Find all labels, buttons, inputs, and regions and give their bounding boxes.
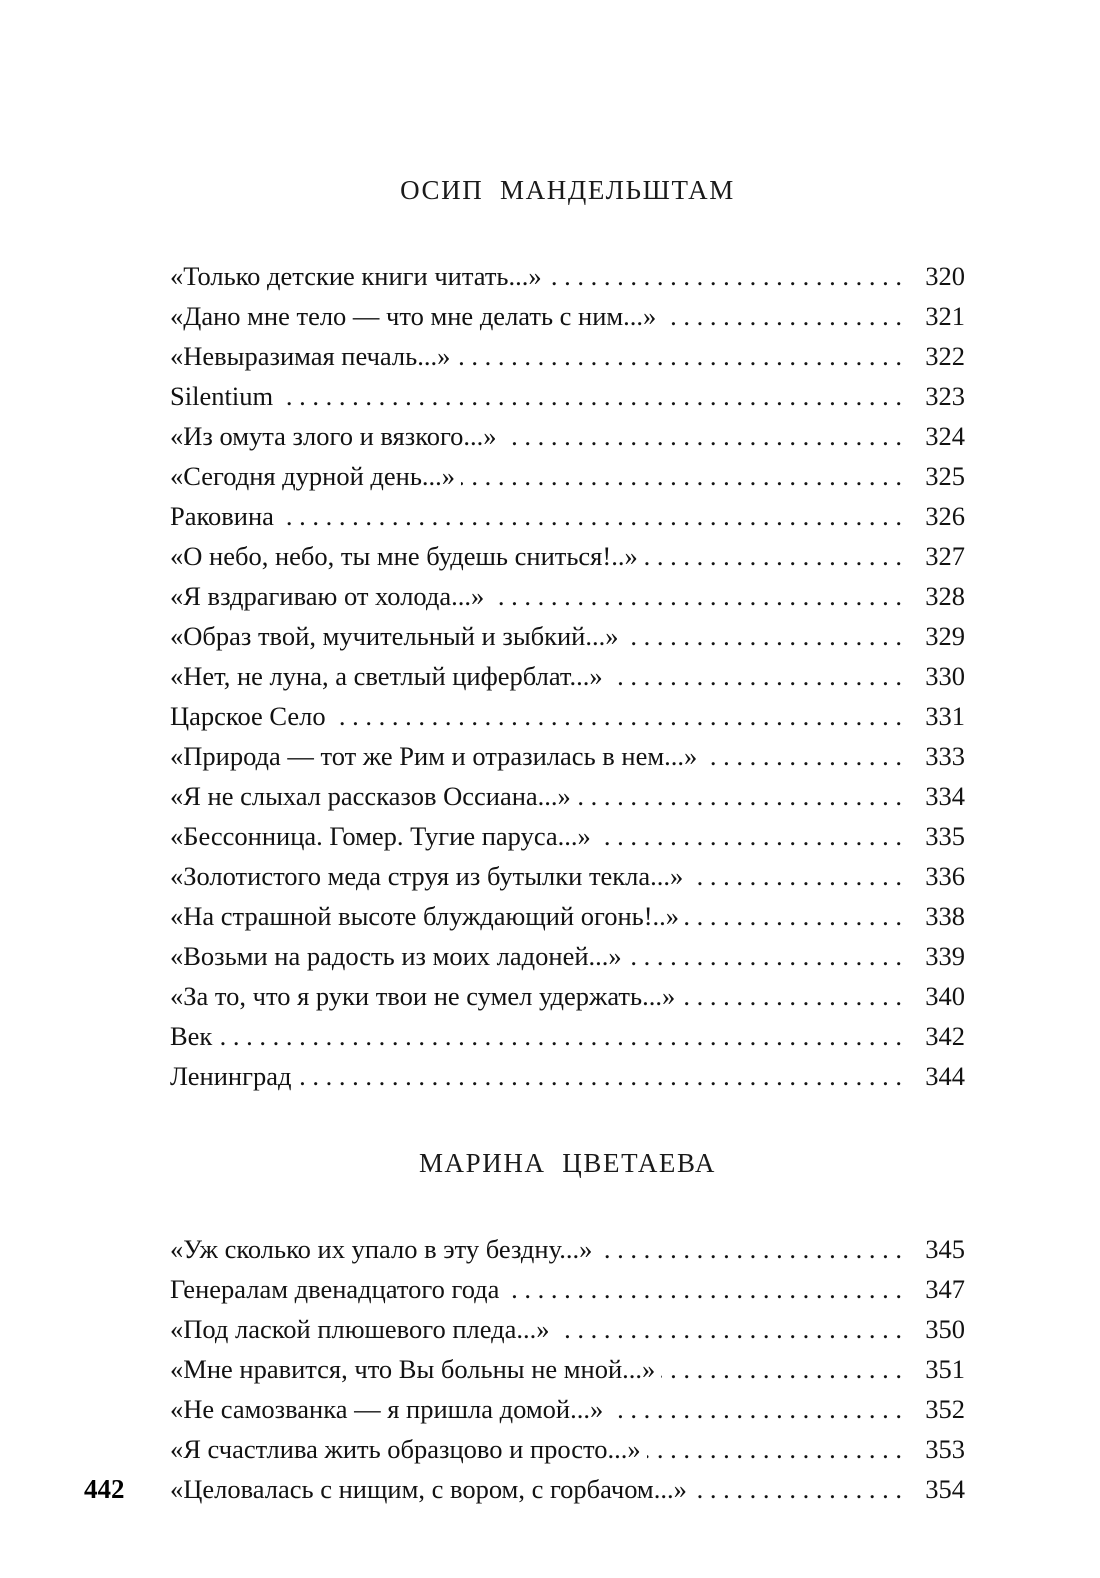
toc-entry-title: «Золотистого меда струя из бутылки текла...» [170,861,684,891]
toc-dot-leader [297,1056,902,1096]
toc-dot-leader [681,976,902,1016]
toc-entry-title: «Только детские книги читать...» [170,261,542,291]
toc-entry-page: 336 [925,861,965,891]
toc-entry-page: 320 [925,261,965,291]
toc-dot-leader [461,456,902,496]
toc-entry-title: «Из омута злого и вязкого...» [170,421,497,451]
toc-dot-leader [490,576,902,616]
toc-entry-page: 345 [925,1234,965,1264]
toc-dot-leader [647,1429,902,1469]
toc-entry-page: 339 [925,941,965,971]
toc-entry-page: 325 [925,461,965,491]
toc-entry-page: 335 [925,821,965,851]
toc-entry-page: 333 [925,741,965,771]
toc-entry[interactable] [170,416,965,456]
toc-entry-title: «Под лаской плюшевого пледа...» [170,1314,550,1344]
toc-entry-page: 326 [925,501,965,531]
toc-entry-page: 322 [925,341,965,371]
toc-entry[interactable] [170,776,965,816]
toc-dot-leader [503,416,902,456]
toc-entry[interactable] [170,296,965,336]
toc-entry[interactable] [170,736,965,776]
toc-entry[interactable] [170,656,965,696]
toc-dot-leader [505,1269,902,1309]
toc-entry-title: Генералам двенадцатого года [170,1274,500,1304]
toc-entry[interactable] [170,1229,965,1269]
toc-entry-title: «Мне нравится, что Вы больны не мной...» [170,1354,656,1384]
toc-entry-title: «На страшной высоте блуждающий огонь!..» [170,901,680,931]
toc-entry-title: «Образ твой, мучительный и зыбкий...» [170,621,619,651]
toc-list-tsvetaeva [170,1229,965,1509]
toc-dot-leader [598,1229,902,1269]
heading-list-spacer [170,206,965,256]
toc-entry-page: 353 [925,1434,965,1464]
toc-entry-page: 342 [925,1021,965,1051]
toc-dot-leader [662,296,902,336]
toc-dot-leader [628,936,902,976]
toc-entry[interactable] [170,496,965,536]
toc-entry-title: «Я не слыхал рассказов Оссиана...» [170,781,571,811]
toc-dot-leader [279,376,902,416]
toc-entry-title: Раковина [170,501,274,531]
toc-entry-title: «Я счастлива жить образцово и просто...» [170,1434,641,1464]
heading-list-spacer-2 [170,1179,965,1229]
toc-entry[interactable] [170,1269,965,1309]
toc-entry-title: «Возьми на радость из моих ладоней...» [170,941,622,971]
toc-entry-page: 330 [925,661,965,691]
toc-dot-leader [280,496,902,536]
toc-entry[interactable] [170,1056,965,1096]
section-heading-tsvetaeva: МАРИНА ЦВЕТАЕВА [418,1148,717,1178]
toc-entry-page: 321 [925,301,965,331]
toc-entry-page: 340 [925,981,965,1011]
toc-entry[interactable] [170,376,965,416]
toc-entry[interactable] [170,856,965,896]
toc-entry[interactable] [170,336,965,376]
toc-entry-page: 327 [925,541,965,571]
toc-entry-title: Век [170,1021,213,1051]
toc-entry-page: 328 [925,581,965,611]
toc-dot-leader [689,856,902,896]
toc-dot-leader [661,1349,902,1389]
top-margin-spacer [170,0,965,175]
toc-entry[interactable] [170,896,965,936]
toc-entry[interactable] [170,816,965,856]
toc-dot-leader [609,1389,902,1429]
toc-entry-title: Silentium [170,381,274,411]
toc-entry[interactable] [170,1429,965,1469]
toc-entry-title: «Дано мне тело — что мне делать с ним...» [170,301,657,331]
toc-entry-page: 331 [925,701,965,731]
toc-entry[interactable] [170,456,965,496]
toc-content [170,0,965,1509]
toc-entry-page: 347 [925,1274,965,1304]
toc-entry-page: 344 [925,1061,965,1091]
toc-dot-leader [609,656,902,696]
toc-entry[interactable] [170,536,965,576]
toc-dot-leader [456,336,902,376]
toc-dot-leader [548,256,902,296]
toc-dot-leader [624,616,902,656]
toc-entry-title: «Природа — тот же Рим и отразилась в нем...» [170,741,698,771]
toc-entry-title: «Сегодня дурной день...» [170,461,456,491]
toc-entry-title: Царское Село [170,701,326,731]
toc-entry-title: Ленинград [170,1061,292,1091]
toc-entry[interactable] [170,1016,965,1056]
toc-entry-title: «Уж сколько их упало в эту бездну...» [170,1234,593,1264]
page-folio-number: 442 [84,1474,125,1504]
toc-entry-page: 324 [925,421,965,451]
toc-entry[interactable] [170,696,965,736]
toc-dot-leader [597,816,902,856]
toc-entry-title: «Нет, не луна, а светлый циферблат...» [170,661,603,691]
section-heading-mandelstam: ОСИП МАНДЕЛЬШТАМ [400,175,735,205]
toc-entry-page: 329 [925,621,965,651]
toc-entry-page: 351 [925,1354,965,1384]
toc-entry-page: 334 [925,781,965,811]
toc-entry[interactable] [170,616,965,656]
toc-entry-title: «Невыразимая печаль...» [170,341,451,371]
toc-dot-leader [703,736,902,776]
toc-entry-page: 352 [925,1394,965,1424]
toc-entry-page: 354 [925,1474,965,1504]
toc-list-mandelstam [170,256,965,1096]
toc-entry-title: «Бессонница. Гомер. Тугие паруса...» [170,821,591,851]
toc-entry[interactable] [170,256,965,296]
toc-dot-leader [644,536,902,576]
toc-entry-page: 323 [925,381,965,411]
toc-entry-title: «Не самозванка — я пришла домой...» [170,1394,604,1424]
toc-dot-leader [685,896,902,936]
toc-entry[interactable] [170,576,965,616]
toc-entry[interactable] [170,1349,965,1389]
toc-entry-title: «О небо, небо, ты мне будешь сниться!..» [170,541,638,571]
toc-entry[interactable] [170,1389,965,1429]
toc-entry-title: «Я вздрагиваю от холода...» [170,581,485,611]
toc-dot-leader [556,1309,902,1349]
toc-entry-page: 338 [925,901,965,931]
toc-entry-title: «Целовалась с нищим, с вором, с горбачом...» [170,1474,687,1504]
toc-entry-title: «За то, что я руки твои не сумел удержать...» [170,981,676,1011]
toc-entry-page: 350 [925,1314,965,1344]
toc-dot-leader [577,776,902,816]
toc-dot-leader [693,1469,902,1509]
toc-entry-last[interactable] [170,1469,965,1509]
toc-entry[interactable] [170,976,965,1016]
toc-dot-leader [332,696,902,736]
toc-dot-leader [218,1016,902,1056]
toc-entry[interactable] [170,936,965,976]
toc-entry[interactable] [170,1309,965,1349]
list-heading-spacer [170,1096,965,1148]
